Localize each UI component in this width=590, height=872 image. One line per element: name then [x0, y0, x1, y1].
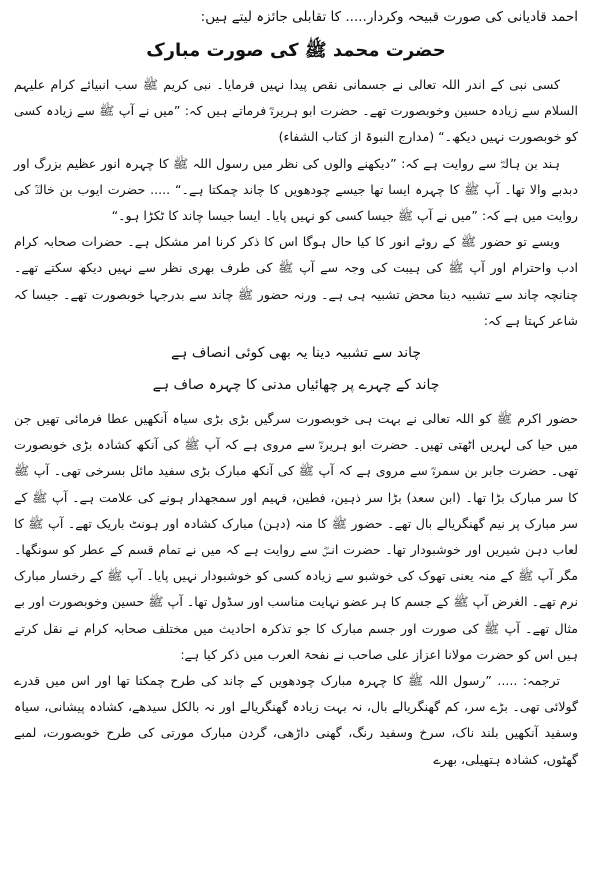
couplet-line-1: چاند سے تشبیہ دینا یہ بھی کوئی انصاف ہے	[170, 345, 422, 362]
paragraph-2: ہند بن ہالہؓ سے روایت ہے کہ: ”دیکھنے والوں کی نظر میں رسول اللہ ﷺ کا چہرہ انور عظیم بزرگ اور دبدبے والا تھا۔ آپ ﷺ کا چہرہ ایسا تھا جیسے چودھویں کا چاند چمکتا ہے۔“ ..... حضرت ایوب بن خالدؒ کی روایت میں ہے کہ: ”میں نے آپ ﷺ جیسا کسی کو نہیں پایا۔ ایسا جیسا چاند کا ٹکڑا ہو۔“	[14, 155, 578, 224]
couplet-line-2: چاند کے چہرے پر چھائیاں مدنی کا چہرہ صاف ہے	[152, 377, 440, 394]
poetry-couplets	[14, 338, 578, 400]
paragraph-3: ویسے تو حضور ﷺ کے روئے انور کا کیا حال ہوگا اس کا ذکر کرنا امر مشکل ہے۔ حضرات صحابہ کرام ادب واحترام اور آپ ﷺ کی ہیبت کی وجہ سے آپ ﷺ کی طرف بھری نظر سے نہیں دیکھ سکتے تھے۔ چنانچہ چاند سے تشبیہ دینا محض تشبیہ ہی ہے۔ ورنہ حضور ﷺ چاند سے بدرجہا خوبصورت تھے۔ جیسا کہ شاعر کہتا ہے کہ:	[14, 234, 578, 328]
paragraph-1: کسی نبی کے اندر اللہ تعالی نے جسمانی نقص پیدا نہیں فرمایا۔ نبی کریم ﷺ سب انبیائے کرام علیہم السلام سے زیادہ حسین وخوبصورت تھے۔ حضرت ابو ہریرہؓ فرماتے ہیں کہ: ”میں نے آپ ﷺ سے زیادہ کسی کو خوبصورت نہیں دیکھ۔“ (مدارج النبوۃ از کتاب الشفاء)	[14, 77, 578, 145]
paragraph-translation: ترجمہ: ..... ”رسول اللہ ﷺ کا چہرہ مبارک چودھویں کے چاند کی طرح چمکتا تھا اور اس میں قدرے گولائی تھی۔ بڑے سر، کم گھنگریالے بال، نہ بہت زیادہ گھنگریالے اور نہ بالکل سیدھے، کشادہ پیشانی، سیاہ وسفید آنکھیں بلند ناک، سرخ وسفید رنگ، گھنی داڑھی، گردن مبارک مورتی کی طرح خوبصورت، لمبے گھٹوں، کشادہ ہتھیلی، بھرے	[14, 673, 578, 767]
paragraph-4: حضور اکرم ﷺ کو اللہ تعالی نے بہت ہی خوبصورت سرگیں بڑی بڑی سیاہ آنکھیں عطا فرمائی تھیں جن میں حیا کی لہریں اٹھتی تھیں۔ حضرت ابو ہریرہؓ سے مروی ہے کہ آپ ﷺ کی آنکھ کشادہ بڑی خوبصورت تھی۔ حضرت جابر بن سمرہؓ سے مروی ہے کہ آپ ﷺ کی آنکھ مبارک بڑی سفید مائل بسرخی تھی۔ آپ ﷺ کا سر مبارک بڑا تھا۔ (ابن سعد) بڑا سر ذہین، فطین، فہیم اور سمجھدار ہونے کی علامت ہے۔ آپ ﷺ کے سر مبارک پر نیم گھنگریالے بال تھے۔ حضور ﷺ کا منہ (دہن) مبارک کشادہ اور ہونٹ باریک تھے۔ آپ ﷺ کا لعاب دہن شیریں اور خوشبودار تھا۔ حضرت انسؓ سے روایت ہے کہ میں نے تمام قسم کے عطر کو سونگھا۔ مگر آپ ﷺ کے منہ یعنی تھوک کی خوشبو سے زیادہ کسی کو خوشبودار نہیں پایا۔ آپ ﷺ کے رخسار مبارک نرم تھے۔ الغرض آپ ﷺ کے جسم کا ہر عضو نہایت مناسب اور سڈول تھا۔ آپ ﷺ حسین وخوبصورت اور بے مثال تھے۔ آپ ﷺ کی صورت اور جسم مبارک کا جو تذکرہ احادیث میں مختلف صحابہ کرام نے نقل کرتے ہیں اس کو حضرت مولانا اعزاز علی صاحب نے نفحۃ العرب میں ذکر کیا ہے:	[14, 411, 578, 662]
intro-line: احمد قادیانی کی صورت قبیحہ وکردار..... کا تقابلی جائزہ لیتے ہیں:	[200, 9, 578, 25]
section-heading: حضرت محمد ﷺ کی صورت مبارک	[146, 40, 446, 61]
